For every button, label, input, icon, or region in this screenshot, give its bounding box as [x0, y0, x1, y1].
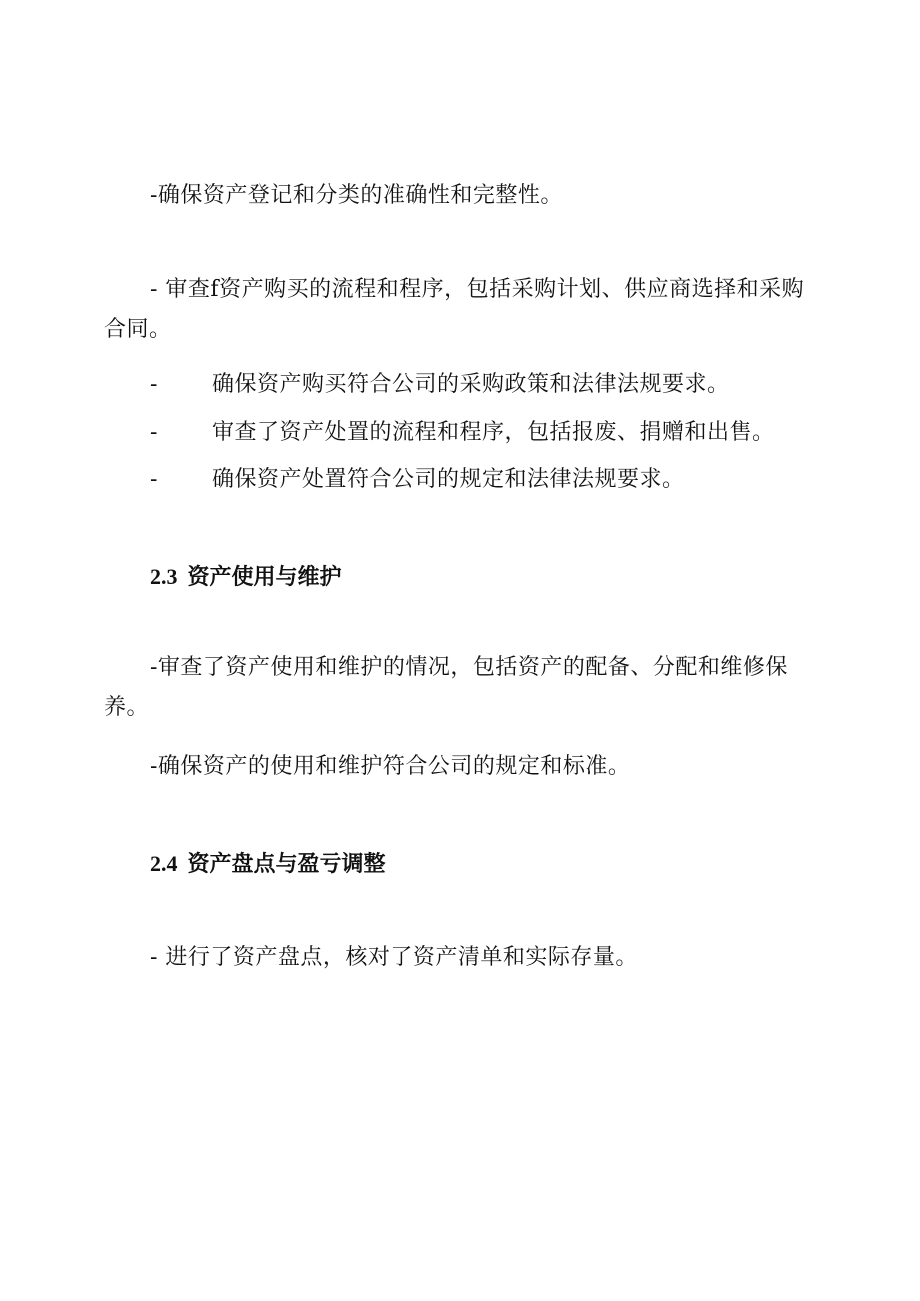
list-item — [150, 465, 685, 495]
list-item-text: 审查了资产处置的流程和程序，包括报废、捐赠和出售。 — [212, 420, 775, 445]
paragraph-asset-inventory: - 进行了资产盘点，核对了资产清单和实际存量。 — [150, 945, 638, 970]
list-item-text: 确保资产购买符合公司的采购政策和法律法规要求。 — [212, 372, 730, 397]
paragraph-asset-registration: -确保资产登记和分类的准确性和完整性。 — [150, 183, 563, 208]
list-dash: - — [150, 467, 158, 492]
section-title: 资产盘点与盈亏调整 — [187, 852, 386, 877]
section-title: 资产使用与维护 — [187, 565, 342, 590]
paragraph-asset-usage-review: -审查了资产使用和维护的情况，包括资产的配备、分配和维修保养。 — [104, 655, 788, 720]
section-heading-2-4 — [150, 849, 386, 880]
list-item — [150, 370, 730, 400]
list-item-text: 确保资产处置符合公司的规定和法律法规要求。 — [212, 467, 685, 492]
section-heading-2-3 — [150, 562, 342, 593]
section-number: 2.4 — [150, 851, 178, 876]
paragraph-asset-usage-compliance: -确保资产的使用和维护符合公司的规定和标准。 — [150, 754, 631, 779]
section-number: 2.3 — [150, 564, 178, 589]
list-dash: - — [150, 420, 158, 445]
paragraph-asset-purchase-review: - 审查f资产购买的流程和程序，包括采购计划、供应商选择和采购合同。 — [104, 277, 805, 342]
list-dash: - — [150, 372, 158, 397]
list-item — [150, 418, 775, 448]
